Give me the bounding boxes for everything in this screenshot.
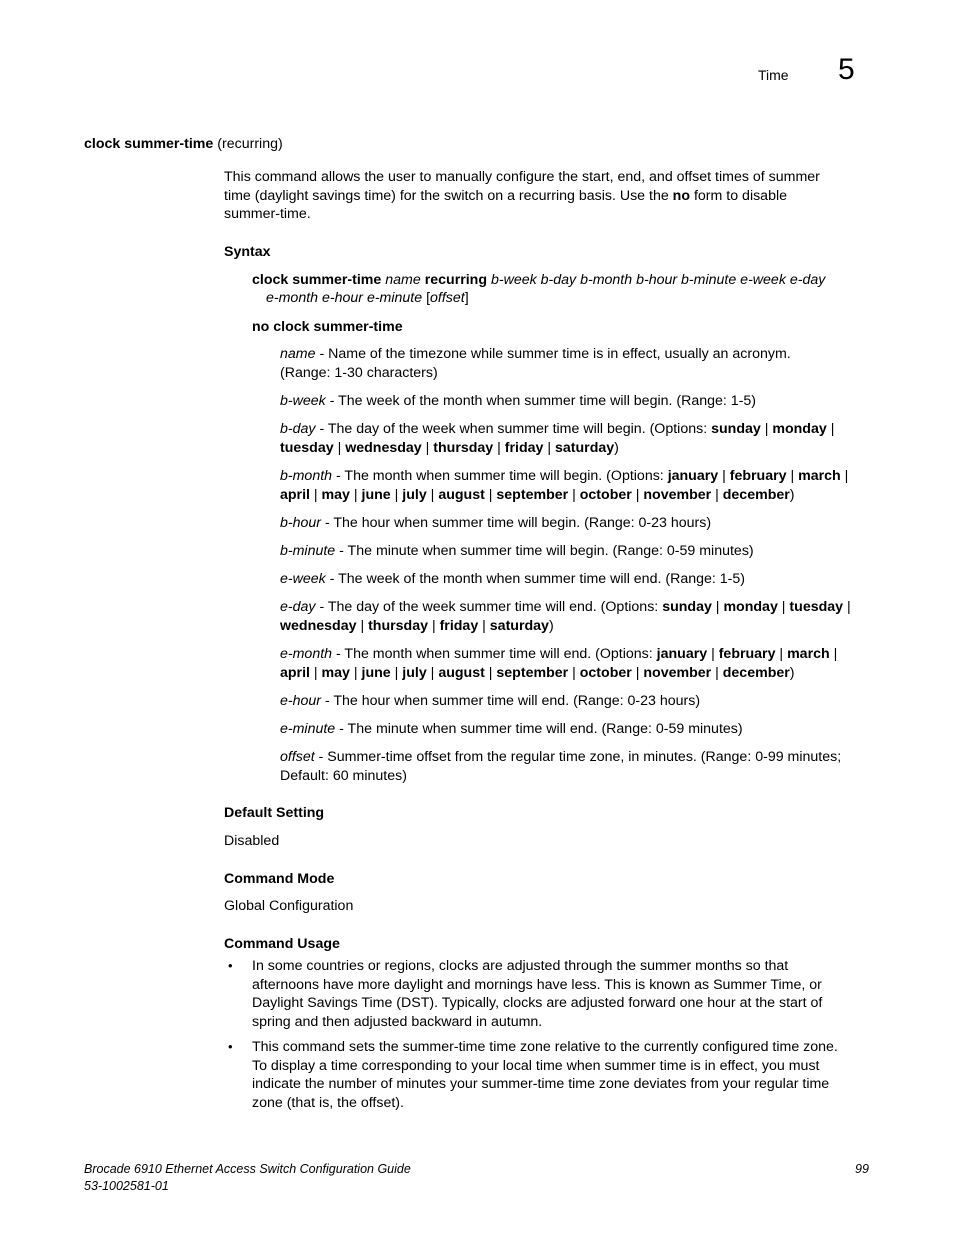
usage-line: spring and then adjusted backward in autumn.	[252, 1013, 543, 1030]
option: wednesday	[345, 439, 422, 456]
option: november	[643, 486, 712, 503]
usage-bullet-1	[252, 957, 872, 1031]
option: december	[722, 486, 790, 503]
usage-line: In some countries or regions, clocks are adjusted through the summer months so that	[252, 958, 789, 974]
param-term: b-minute	[280, 543, 336, 559]
option: april	[280, 486, 310, 503]
separator: |	[493, 439, 505, 456]
footer-title: Brocade 6910 Ethernet Access Switch Configuration Guide	[84, 1162, 411, 1176]
param-e-minute	[280, 720, 874, 739]
param-term: b-month	[280, 468, 333, 484]
separator: |	[390, 664, 403, 681]
separator: |	[484, 664, 497, 681]
option: july	[402, 486, 427, 503]
syntax-arg-offset: offset	[430, 290, 465, 306]
option: october	[579, 486, 632, 503]
param-term: offset	[280, 749, 315, 765]
option: friday	[439, 617, 479, 634]
separator: |	[826, 421, 835, 437]
separator: |	[356, 617, 369, 634]
option: march	[798, 468, 841, 484]
description-line-2	[224, 187, 864, 206]
separator: |	[421, 439, 434, 456]
param-desc: - The hour when summer time will end. (Range: 0-23 hours)	[321, 693, 701, 709]
separator: |	[829, 646, 838, 662]
description-text: form to disable	[690, 187, 788, 204]
param-desc: - The hour when summer time will begin. (Range: 0-23 hours)	[321, 515, 712, 531]
separator: |	[568, 486, 580, 503]
separator: |	[309, 664, 322, 681]
command-mode-value: Global Configuration	[224, 898, 354, 914]
separator: |	[349, 664, 362, 681]
separator: )	[614, 439, 619, 456]
param-desc: - Summer-time offset from the regular time zone, in minutes. (Range: 0-99 minutes;	[314, 749, 842, 765]
separator: |	[843, 599, 851, 615]
separator: |	[718, 468, 730, 484]
default-setting-value: Disabled	[224, 833, 280, 849]
separator: |	[775, 646, 788, 662]
param-term: name	[280, 346, 316, 362]
separator: |	[428, 617, 440, 634]
separator: |	[484, 486, 497, 503]
option: october	[579, 664, 632, 681]
param-b-month	[280, 467, 874, 504]
param-term: e-month	[280, 646, 333, 662]
separator: |	[707, 646, 719, 662]
separator: |	[777, 599, 790, 615]
param-desc: - The minute when summer time will end. (Range: 0-59 minutes)	[335, 721, 743, 737]
option: january	[667, 468, 719, 484]
separator: |	[426, 486, 439, 503]
command-title	[84, 135, 283, 154]
bracket-close: ]	[464, 290, 469, 306]
syntax-arg-name: name	[385, 272, 421, 288]
separator: |	[390, 486, 403, 503]
option: thursday	[433, 439, 494, 456]
option: sunday	[711, 421, 761, 437]
param-desc: - The month when summer time will begin. (Options:	[332, 468, 668, 484]
separator: |	[760, 421, 773, 437]
param-desc: - The day of the week summer time will end. (Options:	[315, 599, 663, 615]
separator: |	[786, 468, 799, 484]
param-desc: - The week of the month when summer time will begin. (Range: 1-5)	[325, 393, 757, 409]
param-term: b-day	[280, 421, 316, 437]
option: sunday	[662, 599, 712, 615]
separator: |	[840, 468, 849, 484]
option: august	[438, 486, 485, 503]
usage-line: This command sets the summer-time time zone relative to the currently configured time zone.	[252, 1039, 838, 1055]
param-b-minute	[280, 542, 874, 561]
separator: |	[543, 439, 555, 456]
option: december	[722, 664, 790, 681]
param-term: e-day	[280, 599, 316, 615]
command-title-suffix: (recurring)	[217, 136, 283, 152]
param-term: e-minute	[280, 721, 336, 737]
option: june	[361, 486, 391, 503]
param-offset	[280, 748, 874, 785]
option: may	[321, 486, 350, 503]
footer-doc-number: 53-1002581-01	[84, 1179, 169, 1193]
separator: |	[631, 664, 644, 681]
description-text: time (daylight savings time) for the switch on a recurring basis. Use the	[224, 187, 673, 204]
description-line-1: This command allows the user to manually configure the start, end, and offset times of summer	[224, 169, 820, 185]
option: june	[361, 664, 391, 681]
option: monday	[772, 421, 827, 437]
separator: )	[548, 617, 554, 634]
separator: |	[568, 664, 580, 681]
usage-bullet-2	[252, 1038, 872, 1112]
bullet-icon: •	[228, 958, 233, 973]
command-title-cmd: clock summer-time	[84, 136, 214, 152]
option: tuesday	[789, 599, 844, 615]
option: march	[787, 646, 830, 662]
option: january	[656, 646, 708, 662]
separator: |	[711, 599, 724, 615]
description-line-3: summer-time.	[224, 206, 311, 223]
default-setting-heading: Default Setting	[224, 805, 325, 821]
separator: |	[711, 664, 723, 681]
separator: |	[349, 486, 362, 503]
option: saturday	[555, 439, 615, 456]
syntax-args: e-month e-hour e-minute	[266, 290, 423, 306]
option: august	[438, 664, 485, 681]
param-term: e-week	[280, 571, 326, 587]
param-desc: - The minute when summer time will begin. (Range: 0-59 minutes)	[335, 543, 754, 559]
syntax-no-command: no clock summer-time	[252, 319, 403, 335]
option: april	[280, 664, 310, 681]
option: tuesday	[280, 439, 334, 456]
option: wednesday	[280, 617, 357, 634]
usage-line: To display a time corresponding to your local time when summer time is in effect, you must	[252, 1057, 820, 1074]
separator: |	[426, 664, 439, 681]
param-term: b-hour	[280, 515, 322, 531]
param-e-day	[280, 598, 874, 635]
page-number: 99	[855, 1162, 869, 1176]
usage-line: zone (that is, the offset).	[252, 1094, 404, 1111]
param-desc: - The week of the month when summer time will end. (Range: 1-5)	[325, 571, 745, 587]
option: july	[402, 664, 427, 681]
bullet-icon: •	[228, 1039, 233, 1054]
separator: |	[478, 617, 490, 634]
bracket-open: [	[422, 290, 431, 306]
command-description	[224, 168, 864, 224]
no-keyword: no	[672, 187, 691, 204]
param-e-hour	[280, 692, 874, 711]
syntax-line-2	[266, 289, 469, 308]
command-mode-heading: Command Mode	[224, 871, 335, 887]
chapter-number: 5	[838, 53, 855, 86]
param-name	[280, 345, 874, 382]
param-e-month	[280, 645, 874, 682]
option: february	[729, 468, 787, 484]
option: september	[496, 664, 569, 681]
param-term: b-week	[280, 393, 326, 409]
option: february	[718, 646, 776, 662]
option: september	[496, 486, 569, 503]
param-b-day	[280, 420, 874, 457]
option: monday	[723, 599, 778, 615]
param-e-week	[280, 570, 874, 589]
separator: )	[789, 486, 795, 503]
separator: |	[309, 486, 322, 503]
param-b-week	[280, 392, 874, 411]
option: november	[643, 664, 712, 681]
separator: |	[711, 486, 723, 503]
usage-line: Daylight Savings Time (DST). Typically, clocks are adjusted forward one hour at the start of	[252, 995, 823, 1012]
usage-line: afternoons have more daylight and mornings have less. This is known as Summer Time, or	[252, 976, 822, 993]
option: saturday	[489, 617, 549, 634]
command-usage-heading: Command Usage	[224, 936, 340, 952]
option: may	[321, 664, 350, 681]
syntax-keyword-recurring: recurring	[424, 272, 488, 288]
param-desc: - The month when summer time will end. (Options:	[332, 646, 657, 662]
option: friday	[504, 439, 544, 456]
separator: |	[631, 486, 644, 503]
syntax-args: b-week b-day b-month b-hour b-minute e-week e-day	[490, 272, 826, 288]
param-desc: - Name of the timezone while summer time is in effect, usually an acronym.	[315, 346, 791, 362]
syntax-heading: Syntax	[224, 244, 271, 260]
syntax-line-1	[252, 271, 852, 290]
param-b-hour	[280, 514, 874, 533]
syntax-command: clock summer-time	[252, 272, 382, 288]
separator: |	[333, 439, 346, 456]
param-desc: Default: 60 minutes)	[280, 767, 407, 784]
option: thursday	[368, 617, 428, 634]
param-term: e-hour	[280, 693, 322, 709]
param-desc: - The day of the week when summer time will begin. (Options:	[315, 421, 712, 437]
usage-line: indicate the number of minutes your summer-time time zone deviates from your regular time	[252, 1076, 830, 1093]
running-header-section: Time	[758, 67, 789, 83]
separator: )	[789, 664, 795, 681]
param-desc: (Range: 1-30 characters)	[280, 364, 438, 381]
